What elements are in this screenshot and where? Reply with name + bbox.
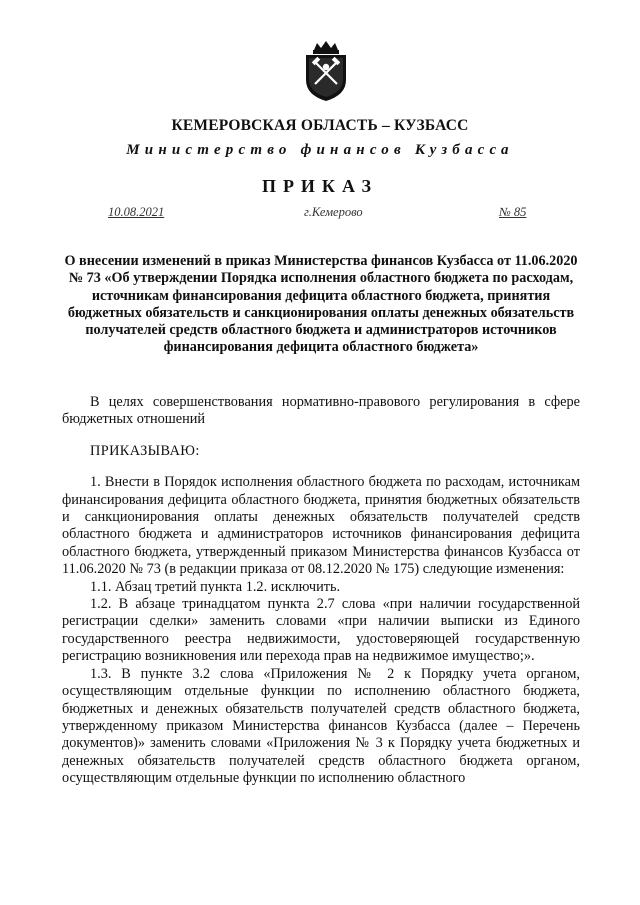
document-city: г.Кемерово <box>304 205 363 219</box>
paragraph-1-1: 1.1. Абзац третий пункта 1.2. исключить. <box>90 578 341 595</box>
document-type: ПРИКАЗ <box>261 176 379 196</box>
document-title: О внесении изменений в приказ Министерства финансов Кузбасса от 11.06.2020 № 73 «Об утверждении Порядка исполнения областного бюджета по расходам, источникам финансирования дефицита областного бюджета, принятия бюджетных обязательств и санкционирования оплаты денежных обязательств получателей средств областного бюджета и администраторов источников финансирования дефицита областного бюджета» <box>64 253 578 356</box>
coat-of-arms-icon <box>301 40 351 102</box>
paragraph-1: 1. Внести в Порядок исполнения областного бюджета по расходам, источникам финансирования дефицита областного бюджета, принятия бюджетных обязательств и санкционирования оплаты денежных обязательств получателей средств областного бюджета и администраторов источников финансирования дефицита областного бюджета, утвержденный приказом Министерства финансов Кузбасса от 11.06.2020 № 73 (в редакции приказа от 08.12.2020 № 175) следующие изменения: <box>62 474 580 578</box>
paragraph-1-3: 1.3. В пункте 3.2 слова «Приложения № 2 к Порядку учета органом, осуществляющим отдельные функции по исполнению областного бюджета, бюджетных и денежных обязательств получателей средств областного бюджета, утвержденному приказом Министерства финансов Кузбасса (далее – Перечень документов)» заменить словами «Приложения № 3 к Порядку учета бюджетных и денежных обязательств получателей средств областного бюджета органом, осуществляющим отдельные функции по исполнению областного <box>62 665 580 787</box>
document-meta <box>0 205 640 223</box>
document-body <box>62 394 580 788</box>
paragraph-1-2: 1.2. В абзаце тринадцатом пункта 2.7 слова «при наличии государственной регистрации сделки» заменить словами «при наличии выписки из Единого государственного реестра недвижимости, удостоверяющей государственную регистрацию возникновения или перехода прав на недвижимое имущество;». <box>62 596 580 665</box>
purpose-paragraph: В целях совершенствования нормативно-правового регулирования в сфере бюджетных отношений <box>62 394 580 428</box>
document-number: № 85 <box>499 205 527 219</box>
document-date: 10.08.2021 <box>108 205 165 219</box>
decree-word: ПРИКАЗЫВАЮ: <box>90 442 200 459</box>
ministry-name: Министерство финансов Кузбасса <box>126 142 514 158</box>
region-name: КЕМЕРОВСКАЯ ОБЛАСТЬ – КУЗБАСС <box>171 117 469 134</box>
